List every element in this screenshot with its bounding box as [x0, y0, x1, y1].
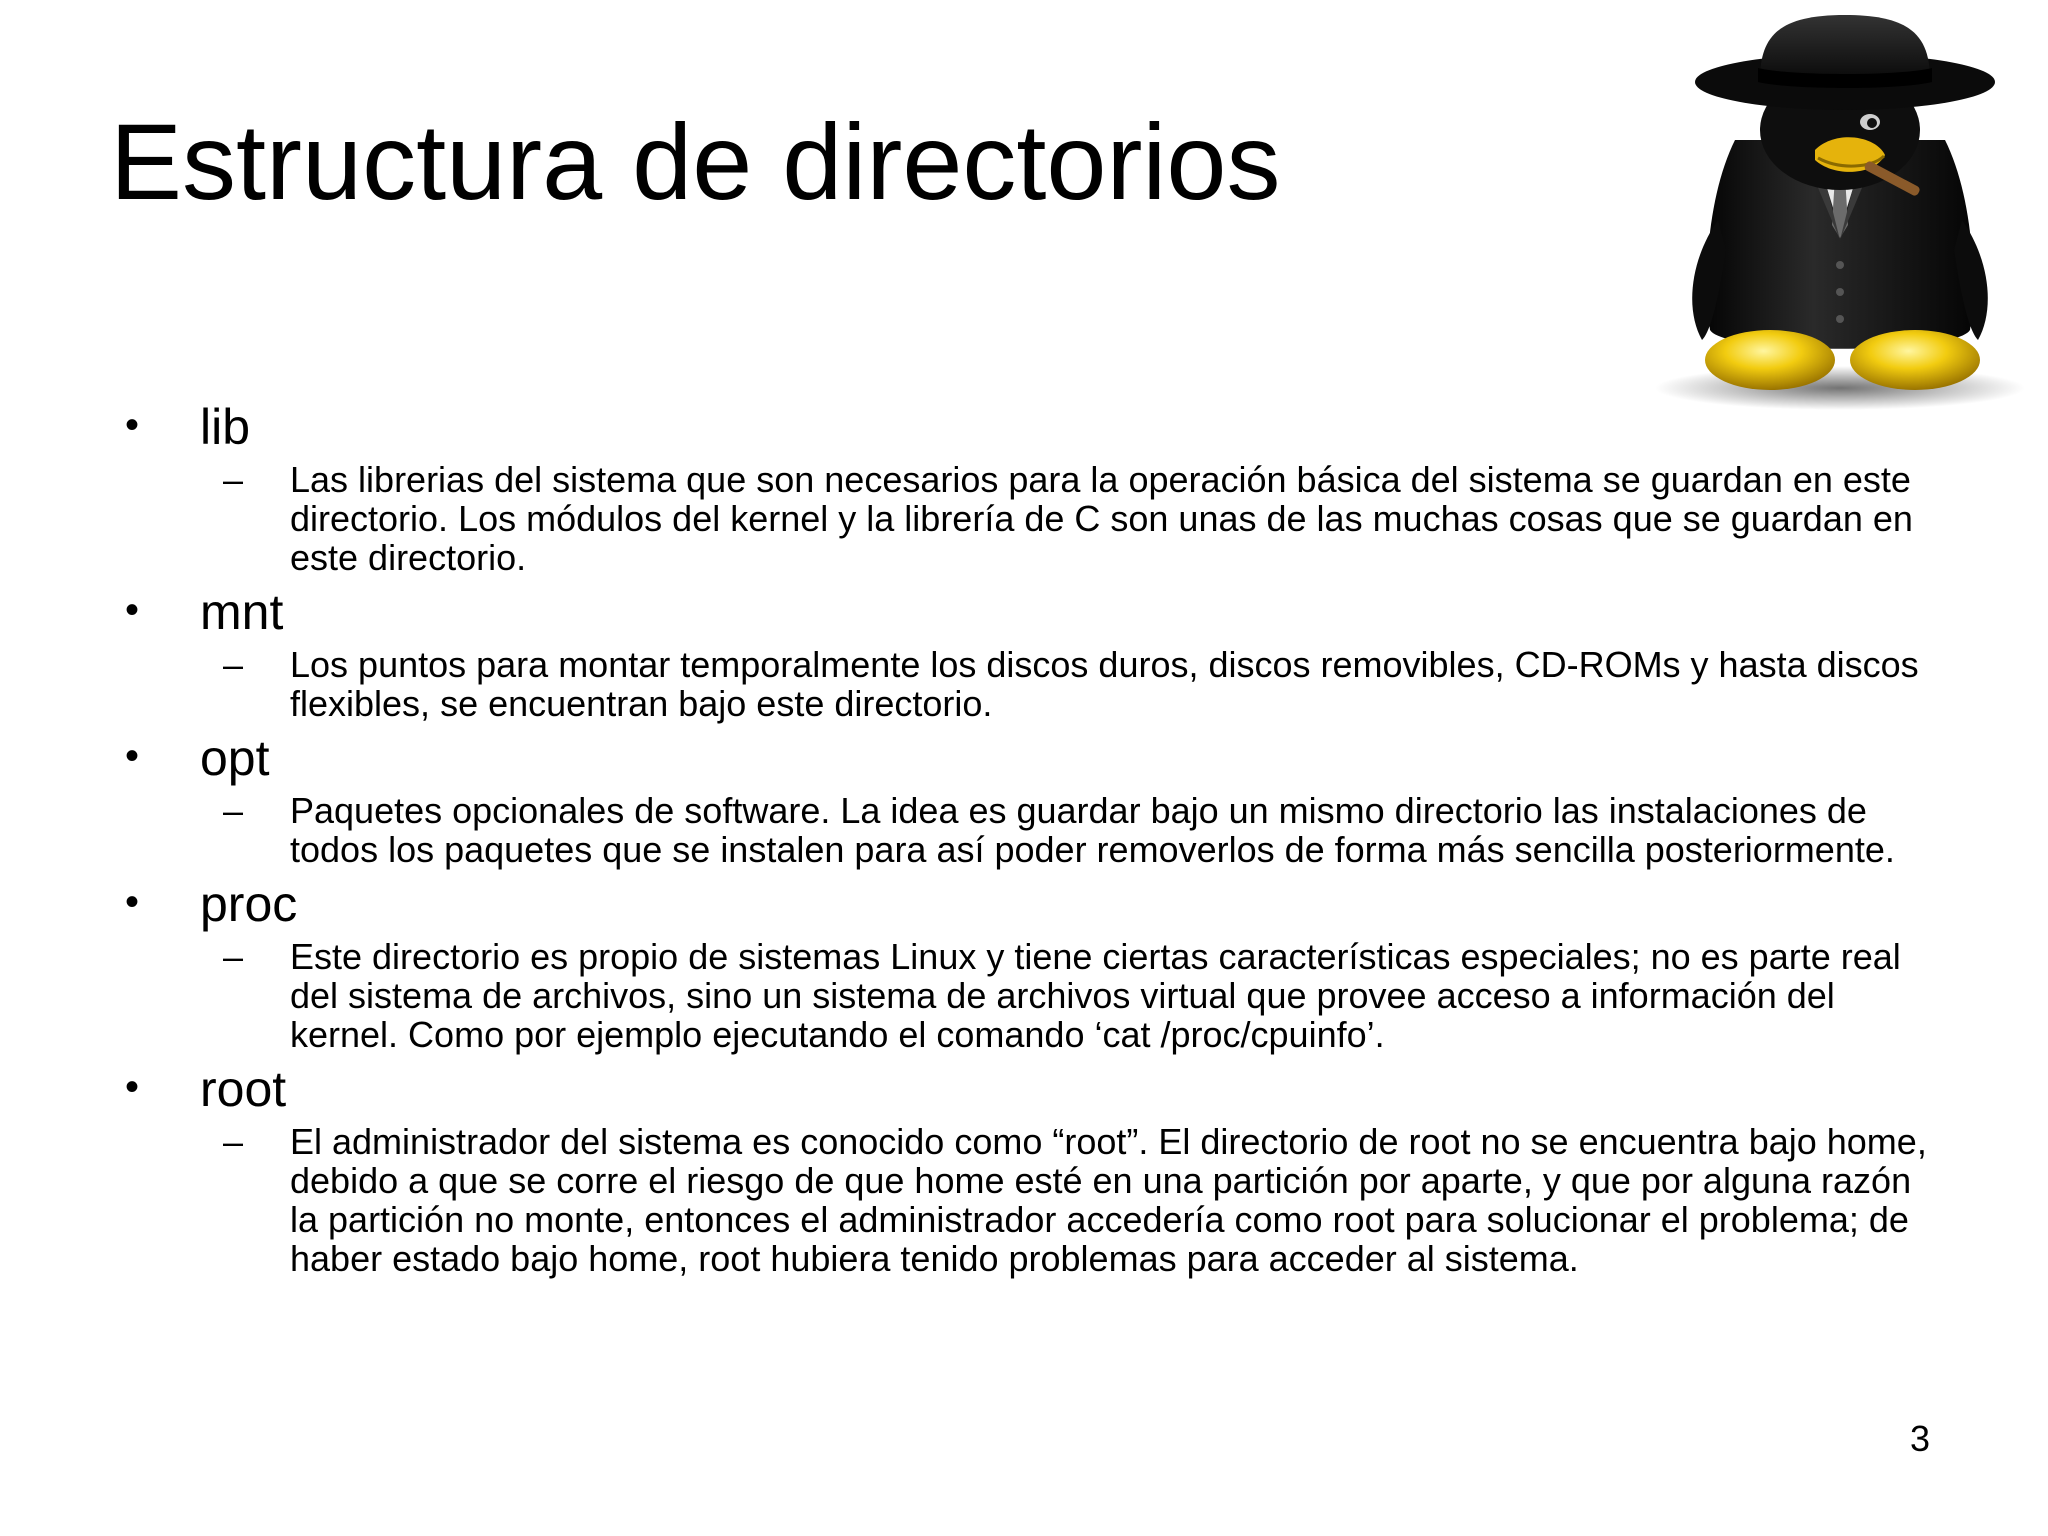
- directory-name: opt: [200, 730, 270, 786]
- list-item: [120, 729, 1940, 869]
- bullet-marker: •: [125, 1065, 140, 1109]
- directory-description: Paquetes opcionales de software. La idea es guardar bajo un mismo directorio las instalaciones de todos los paquetes que se instalen para así poder removerlos de forma más sencilla posteriormente.: [290, 790, 1895, 870]
- list-item: [120, 1060, 1940, 1278]
- sub-list-item: [120, 460, 1940, 577]
- dash-marker: –: [223, 1121, 244, 1162]
- tux-penguin-gangster-icon: [1640, 10, 2040, 410]
- bullet-marker: •: [125, 588, 140, 632]
- directory-name: root: [200, 1061, 287, 1117]
- sub-list-item: [120, 1122, 1940, 1278]
- sub-list-item: [120, 791, 1940, 869]
- slide-title: Estructura de directorios: [110, 101, 1281, 222]
- page-number: 3: [1909, 1418, 1930, 1459]
- directory-name: proc: [200, 876, 298, 932]
- bullet-marker: •: [125, 734, 140, 778]
- dash-marker: –: [223, 459, 244, 500]
- directory-name: lib: [200, 399, 251, 455]
- list-item: [120, 398, 1940, 577]
- directory-description: Las librerias del sistema que son necesarios para la operación básica del sistema se guardan en este directorio. Los módulos del kernel y la librería de C son unas de las muchas cosas que se guardan en este directorio.: [290, 459, 1913, 578]
- bullet-marker: •: [125, 880, 140, 924]
- directory-description: Los puntos para montar temporalmente los discos duros, discos removibles, CD-ROMs y hasta discos flexibles, se encuentran bajo este directorio.: [290, 644, 1919, 724]
- bullet-marker: •: [125, 403, 140, 447]
- sub-list-item: [120, 937, 1940, 1054]
- directory-description: El administrador del sistema es conocido como “root”. El directorio de root no se encuentra bajo home, debido a que se corre el riesgo de que home esté en una partición por aparte, y que por alguna razón la partición no monte, entonces el administrador accedería como root para solucionar el problema; de haber estado bajo home, root hubiera tenido problemas para acceder al sistema.: [290, 1121, 1927, 1279]
- list-item: [120, 583, 1940, 723]
- list-item: [120, 875, 1940, 1054]
- directory-description: Este directorio es propio de sistemas Linux y tiene ciertas características especiales; no es parte real del sistema de archivos, sino un sistema de archivos virtual que provee acceso a información del kernel. Como por ejemplo ejecutando el comando ‘cat /proc/cpuinfo’.: [290, 936, 1901, 1055]
- directory-name: mnt: [200, 584, 284, 640]
- dash-marker: –: [223, 936, 244, 977]
- dash-marker: –: [223, 644, 244, 685]
- dash-marker: –: [223, 790, 244, 831]
- sub-list-item: [120, 645, 1940, 723]
- directory-list: [120, 398, 1940, 1284]
